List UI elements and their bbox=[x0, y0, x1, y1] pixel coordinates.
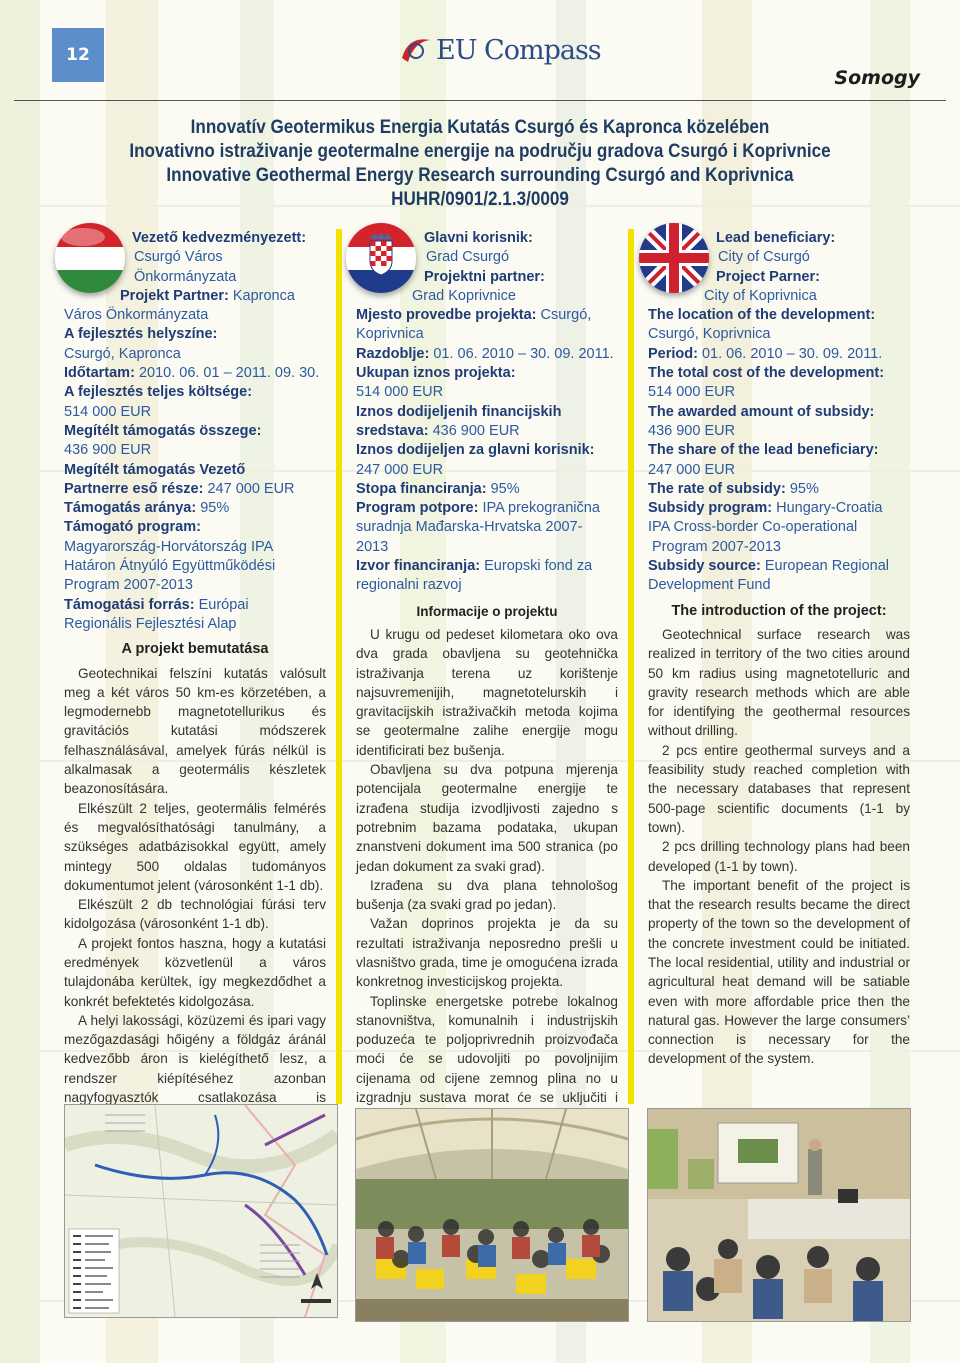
region-label: Somogy bbox=[834, 67, 920, 89]
hu-partner-label: Projekt Partner: bbox=[120, 287, 229, 304]
hr-program-3: 2013 bbox=[356, 538, 389, 555]
hu-share: 247 000 EUR bbox=[207, 480, 295, 497]
hu-partner-2: Város Önkormányzata bbox=[64, 307, 209, 324]
en-paragraph: The important benefit of the project is that the research results became the direct property of the town so the development of the concrete investment could be initiated. The local residential, utility and industrial or agricultural heat demand will be satiable even with more affordable price then the natural gas. However the large consumers’ connection is necessary for the development of the system. bbox=[648, 877, 910, 1067]
en-share: 247 000 EUR bbox=[648, 461, 736, 478]
hu-paragraph: Elkészült 2 teljes, geotermális felmérés és megvalósíthatósági tanulmány, a szükséges adatbázisokkal együtt, amely mintegy 500 oldalas tudományos dokumentumot jelent (városonként 1-1 db). bbox=[64, 800, 326, 893]
hu-paragraph: Geotechnikai felszíni kutatás valósult meg a két város 50 km-es körzetében, a legmodernebb magnetotellurikus és gravitációs kutatási módszerek felhasználásával, amelyek fúrás nélkül is alkalmasak a geotermális készletek beazonosítására. bbox=[64, 665, 326, 797]
eu-compass-logo bbox=[398, 32, 601, 68]
hu-lead-1: Csurgó Város bbox=[134, 249, 223, 266]
en-rate: 95% bbox=[789, 480, 819, 497]
title-en: Innovative Geothermal Energy Research surrounding Csurgó and Koprivnica bbox=[166, 165, 794, 186]
hr-program-1: IPA prekogranična bbox=[482, 500, 600, 517]
hr-partner-label: Projektni partner: bbox=[424, 268, 545, 285]
en-lead: City of Csurgó bbox=[718, 249, 810, 266]
hu-source-1: Európai bbox=[198, 596, 249, 613]
hu-source-label: Támogatási forrás: bbox=[64, 596, 195, 613]
hr-cost: 514 000 EUR bbox=[356, 384, 444, 401]
hr-source-label: Izvor financiranja: bbox=[356, 558, 481, 575]
hr-source-1: Europski fond za bbox=[484, 558, 593, 575]
project-code: HUHR/0901/2.1.3/0009 bbox=[391, 189, 569, 210]
en-location-label: The location of the development: bbox=[648, 307, 876, 324]
hu-rate: 95% bbox=[200, 500, 230, 517]
hu-program-label: Támogató program: bbox=[64, 519, 201, 536]
en-intro-title: The introduction of the project: bbox=[671, 602, 887, 619]
presentation-photo bbox=[647, 1108, 911, 1322]
event-tent-photo bbox=[355, 1108, 629, 1322]
english-column bbox=[648, 229, 910, 1069]
en-location: Csurgó, Koprivnica bbox=[648, 326, 771, 343]
en-program-1: Hungary-Croatia bbox=[776, 500, 883, 517]
hu-period: 2010. 06. 01 – 2011. 09. 30. bbox=[138, 365, 320, 382]
title-hr: Inovativno istraživanje geotermalne energije na području gradova Csurgó i Koprivnice bbox=[129, 141, 831, 162]
compass-logo-icon bbox=[398, 32, 434, 68]
en-cost: 514 000 EUR bbox=[648, 384, 736, 401]
hr-location-2: Koprivnica bbox=[356, 326, 424, 343]
hu-partner-1: Kapronca bbox=[232, 287, 295, 304]
en-period: 01. 06. 2010 – 30. 09. 2011. bbox=[701, 345, 883, 362]
hr-location-1: Csurgó, bbox=[540, 307, 592, 324]
hu-paragraph: A projekt fontos haszna, hogy a kutatási eredmények közvetlenül a város tulajdonába kerültek, így megkezdődhet a konkrét befektetés kidolgozása. bbox=[64, 935, 326, 1009]
survey-map-image bbox=[64, 1104, 338, 1318]
en-paragraph: Geotechnical surface research was realized in territory of the two cities around 50 km radius using magnetotelluric and gravity research methods which are able for identifying the geothermal resources without drilling. bbox=[648, 626, 910, 739]
croatian-column bbox=[356, 229, 618, 1127]
en-awarded: 436 900 EUR bbox=[648, 422, 736, 439]
hr-rate: 95% bbox=[490, 480, 520, 497]
hu-paragraph: Elkészült 2 db technológiai fúrási terv kidolgozása (városonként 1-1 db). bbox=[64, 897, 326, 932]
title-hu: Innovatív Geotermikus Energia Kutatás Csurgó és Kapronca közelében bbox=[190, 117, 770, 138]
hu-share-label-2: Partnerre eső része: bbox=[64, 480, 204, 497]
title-block bbox=[0, 116, 960, 212]
en-program-2: IPA Cross-border Co-operational bbox=[648, 519, 858, 536]
hr-paragraph: U krugu od pedeset kilometara oko ova dva grada obavljena su geotehnička istraživanja terena uz korištenje najsuvremenijih, magnetotelurskih i gravitacijskih istraživačkih metoda kojima se geotermalne zalihe energije mogu identificirati bez bušenja. bbox=[356, 626, 618, 758]
hu-source-2: Regionális Fejlesztési Alap bbox=[64, 615, 237, 632]
en-period-label: Period: bbox=[648, 345, 698, 362]
hu-lead-label: Vezető kedvezményezett: bbox=[132, 230, 307, 246]
hr-rate-label: Stopa financiranja: bbox=[356, 480, 487, 497]
hu-share-label-1: Megítélt támogatás Vezető bbox=[64, 461, 246, 478]
hr-paragraph: Izrađena su dva plana tehnološog bušenja (za svaki grad po jedan). bbox=[356, 877, 618, 913]
hr-intro-title: Informacije o projektu bbox=[416, 603, 558, 619]
hu-cost-label: A fejlesztés teljes költsége: bbox=[64, 384, 253, 401]
hungarian-column bbox=[64, 229, 326, 1127]
hu-lead-2: Önkormányzata bbox=[134, 268, 237, 285]
hr-awarded: 436 900 EUR bbox=[432, 422, 520, 439]
hu-program-2: Határon Átnyúló Együttműködési bbox=[64, 558, 276, 575]
hu-awarded: 436 900 EUR bbox=[64, 442, 152, 459]
en-partner-label: Project Parner: bbox=[716, 268, 820, 285]
header-rule bbox=[14, 100, 946, 101]
en-body bbox=[648, 625, 910, 1069]
hr-period: 01. 06. 2010 – 30. 09. 2011. bbox=[433, 345, 614, 362]
en-awarded-label: The awarded amount of subsidy: bbox=[648, 403, 875, 420]
en-paragraph: 2 pcs drilling technology plans had been developed (1-1 by town). bbox=[648, 839, 910, 874]
hu-awarded-label: Megítélt támogatás összege: bbox=[64, 422, 262, 439]
hr-body bbox=[356, 625, 618, 1127]
en-source-label: Subsidy source: bbox=[648, 558, 761, 575]
hu-rate-label: Támogatás aránya: bbox=[64, 500, 197, 517]
hr-program-2: suradnja Mađarska-Hrvatska 2007- bbox=[356, 519, 583, 536]
hr-paragraph: Važan doprinos projekta je da su rezultati istraživanja neposredno prešli u vlasništvo grada, time je omogućena izrada konkretnog investicijskog projekta. bbox=[356, 916, 618, 990]
hu-paragraph: A helyi lakossági, közüzemi és ipari vagy mezőgazdasági hőigény a földgáz áránál kedvezőbb áron is kielégíthető lesz, a rendszer kiépítéséhez azonban nagyfogyasztók csatlakozása is bbox=[64, 1012, 326, 1106]
en-cost-label: The total cost of the development: bbox=[648, 365, 885, 382]
hu-location-label: A fejlesztés helyszíne: bbox=[64, 326, 218, 343]
hu-program-3: Program 2007-2013 bbox=[64, 577, 193, 594]
hr-paragraph: Obavljena su dva potpuna mjerenja potencijala geotermalne energije te izrađena studija izvodljivosti zajedno s potrebnim bazama podataka, ukupan znanstveni dokument ima 500 stranica (po jedan dokument za svaki grad). bbox=[356, 762, 618, 874]
hr-source-2: regionalni razvoj bbox=[356, 577, 462, 594]
en-source-2: Development Fund bbox=[648, 577, 771, 594]
hr-location-label: Mjesto provedbe projekta: bbox=[356, 307, 537, 324]
hu-period-label: Időtartam: bbox=[64, 365, 135, 382]
en-lead-label: Lead beneficiary: bbox=[716, 230, 836, 246]
hu-body bbox=[64, 664, 326, 1127]
hr-cost-label: Ukupan iznos projekta: bbox=[356, 365, 516, 382]
hr-lead-label: Glavni korisnik: bbox=[424, 230, 533, 246]
en-program-3: Program 2007-2013 bbox=[652, 538, 781, 555]
hr-paragraph: Toplinske energetske potrebe lokalnog stanovništva, komunalnih i industrijskih poduzeća te poljoprivrednih proizvođača moći će se udovoljiti po povoljnijim cijenama od cijene zemnog plina no u izgradnju sustava morat će se uključiti i bbox=[356, 993, 618, 1106]
hu-location: Csurgó, Kapronca bbox=[64, 345, 181, 362]
hr-awarded-label-2: sredstava: bbox=[356, 422, 429, 439]
hr-partner: Grad Koprivnice bbox=[412, 287, 516, 304]
hr-period-label: Razdoblje: bbox=[356, 345, 430, 362]
hr-share: 247 000 EUR bbox=[356, 461, 444, 478]
en-share-label: The share of the lead beneficiary: bbox=[648, 442, 879, 459]
column-separator bbox=[628, 229, 634, 1104]
logo-text: EU Compass bbox=[436, 34, 601, 66]
hu-cost: 514 000 EUR bbox=[64, 403, 152, 420]
page-number: 12 bbox=[52, 28, 104, 82]
hr-lead: Grad Csurgó bbox=[426, 249, 510, 266]
hu-program-1: Magyarország-Horvátország IPA bbox=[64, 538, 274, 555]
en-rate-label: The rate of subsidy: bbox=[648, 480, 786, 497]
hu-intro-title: A projekt bemutatása bbox=[121, 641, 269, 658]
column-separator bbox=[336, 229, 342, 1104]
en-program-label: Subsidy program: bbox=[648, 500, 773, 517]
hr-awarded-label-1: Iznos dodijeljenih financijskih bbox=[356, 403, 562, 420]
hr-share-label: Iznos dodijeljen za glavni korisnik: bbox=[356, 442, 595, 459]
hr-program-label: Program potpore: bbox=[356, 500, 479, 517]
en-paragraph: 2 pcs entire geothermal surveys and a feasibility study reached completion with the necessary databases that represent 500-page scientific documents (1-1 by town). bbox=[648, 742, 910, 835]
en-source-1: European Regional bbox=[764, 558, 889, 575]
en-partner: City of Koprivnica bbox=[704, 287, 817, 304]
